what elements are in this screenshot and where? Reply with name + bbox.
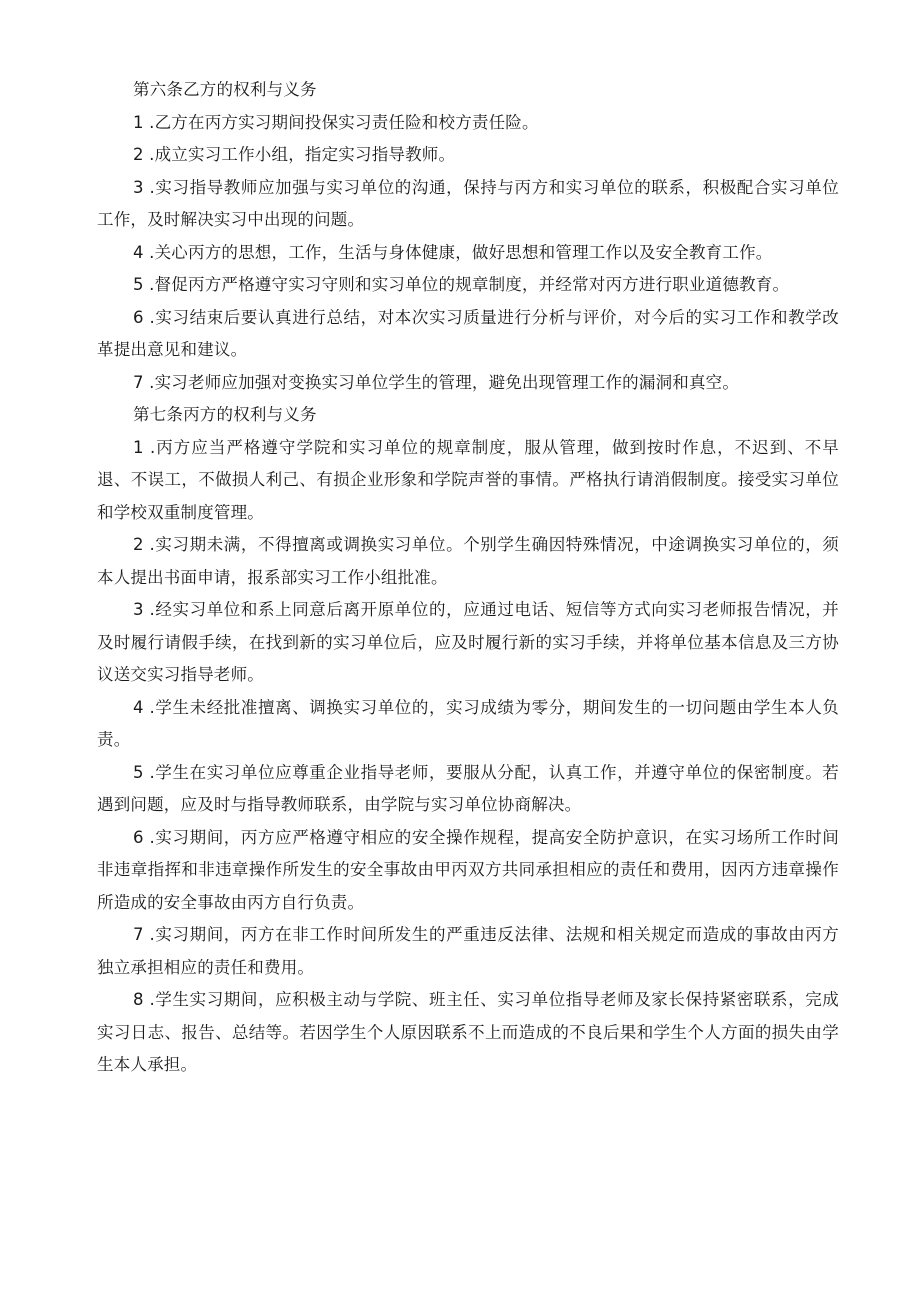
section-7-item-1: 1 .丙方应当严格遵守学院和实习单位的规章制度，服从管理，做到按时作息，不迟到、不早退、不误工，不做损人利己、有损企业形象和学院声誉的事情。严格执行请消假制度。接受实习单位和学校双重制度管理。	[97, 437, 839, 522]
section-6-item-4: 4 .关心丙方的思想，工作，生活与身体健康，做好思想和管理工作以及安全教育工作。	[133, 242, 773, 262]
section-7-item-5: 5 .学生在实习单位应尊重企业指导老师，要服从分配，认真工作，并遵守单位的保密制度。若遇到问题，应及时与指导教师联系，由学院与实习单位协商解决。	[97, 762, 839, 814]
section-7-heading: 第七条丙方的权利与义务	[133, 405, 317, 424]
section-6-item-5: 5 .督促丙方严格遵守实习守则和实习单位的规章制度，并经常对丙方进行职业道德教育。	[133, 275, 790, 294]
section-7-item-4: 4 .学生未经批准擅离、调换实习单位的，实习成绩为零分，期间发生的一切问题由学生本人负责。	[97, 697, 839, 749]
section-6-item-6: 6 .实习结束后要认真进行总结，对本次实习质量进行分析与评价，对今后的实习工作和教学改革提出意见和建议。	[97, 307, 839, 359]
section-6-item-2: 2 .成立实习工作小组，指定实习指导教师。	[133, 145, 456, 164]
section-6-item-1: 1 .乙方在丙方实习期间投保实习责任险和校方责任险。	[133, 112, 539, 132]
section-7-item-3: 3 .经实习单位和系上同意后离开原单位的，应通过电话、短信等方式向实习老师报告情况，并及时履行请假手续，在找到新的实习单位后，应及时履行新的实习手续，并将单位基本信息及三方协议送交实习指导老师。	[97, 600, 839, 684]
section-6-heading: 第六条乙方的权利与义务	[133, 80, 317, 99]
section-6-item-3: 3 .实习指导教师应加强与实习单位的沟通，保持与丙方和实习单位的联系，积极配合实习单位工作，及时解决实习中出现的问题。	[97, 177, 839, 229]
section-6-item-7: 7 .实习老师应加强对变换实习单位学生的管理，避免出现管理工作的漏洞和真空。	[133, 372, 740, 392]
section-7-item-6: 6 .实习期间，丙方应严格遵守相应的安全操作规程，提高安全防护意识，在实习场所工作时间非违章指挥和非违章操作所发生的安全事故由甲丙双方共同承担相应的责任和费用，因丙方违章操作所造成的安全事故由丙方自行负责。	[97, 827, 839, 912]
section-7-item-8: 8 .学生实习期间，应积极主动与学院、班主任、实习单位指导老师及家长保持紧密联系，完成实习日志、报告、总结等。若因学生个人原因联系不上而造成的不良后果和学生个人方面的损失由学生本人承担。	[97, 990, 839, 1074]
section-7-item-7: 7 .实习期间，丙方在非工作时间所发生的严重违反法律、法规和相关规定而造成的事故由丙方独立承担相应的责任和费用。	[97, 925, 839, 977]
document-body	[97, 74, 839, 1082]
section-7-item-2: 2 .实习期未满，不得擅离或调换实习单位。个别学生确因特殊情况，中途调换实习单位的，须本人提出书面申请，报系部实习工作小组批准。	[97, 535, 839, 587]
